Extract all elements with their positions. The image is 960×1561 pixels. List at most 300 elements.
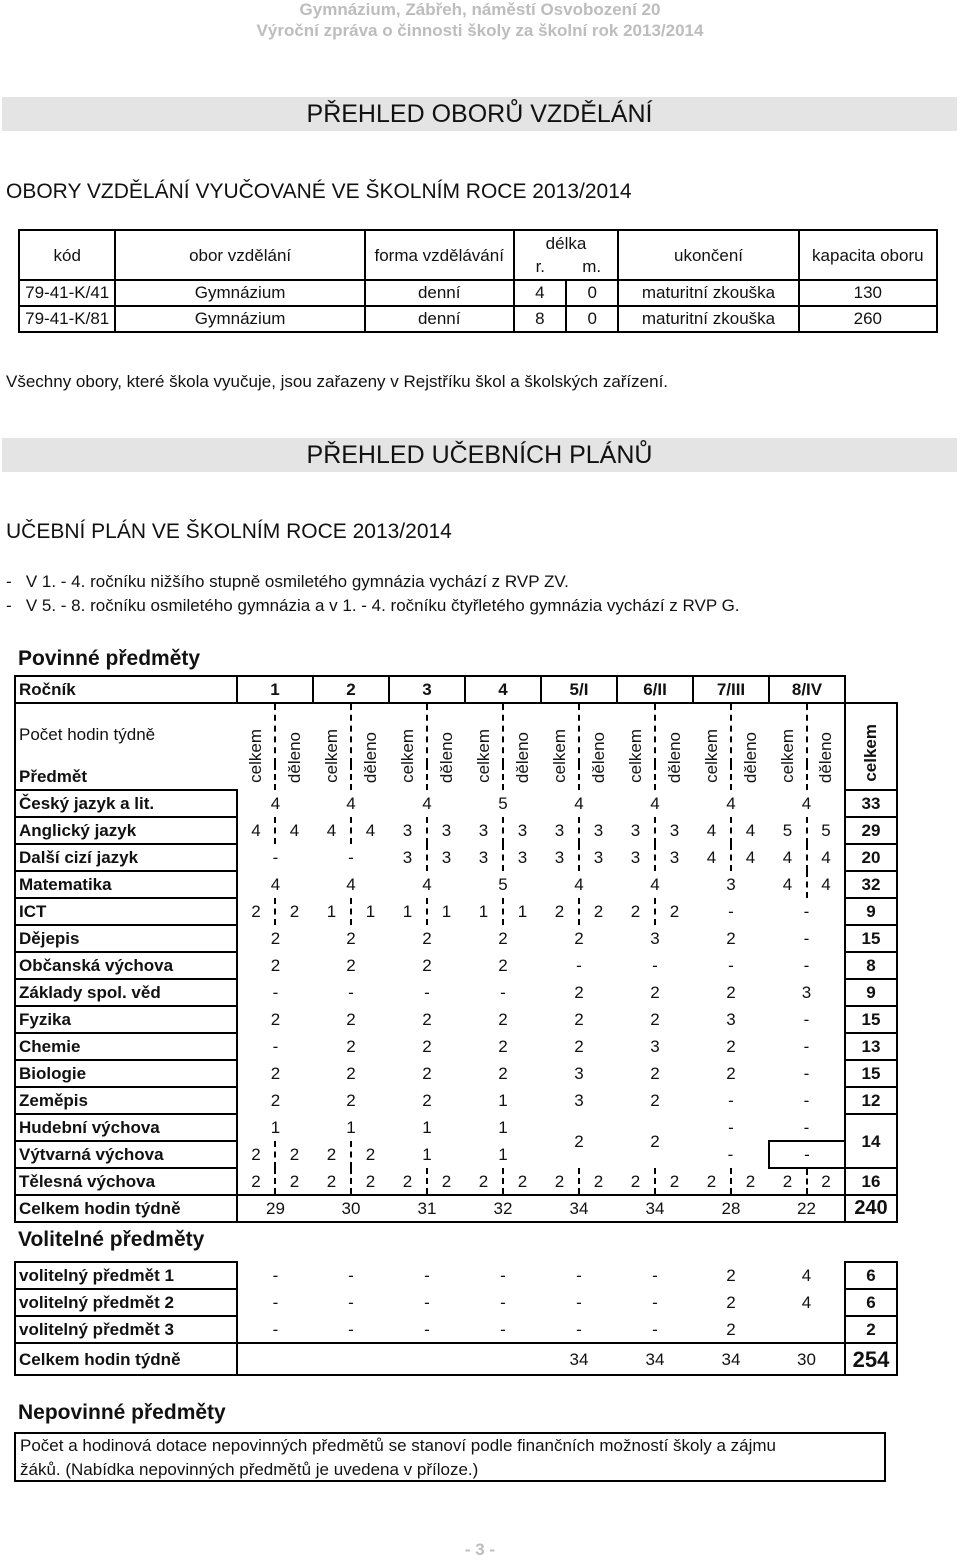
value-cell: 2 (593, 902, 604, 921)
subject-name: Tělesná výchova (15, 1168, 237, 1195)
deleno-label: děleno (436, 731, 456, 783)
value-cell (313, 1343, 389, 1375)
value-cell: 1 (498, 1091, 508, 1110)
rocnik-6: 6/II (617, 676, 693, 703)
value-cell: 2 (726, 1037, 736, 1056)
value-cell: 2 (498, 1064, 508, 1083)
value-cell: - (500, 983, 506, 1002)
value-cell: 2 (422, 1010, 432, 1029)
value-cell: - (803, 1091, 810, 1110)
value-cell: 5 (821, 821, 831, 840)
value-cell: 4 (289, 821, 300, 840)
value-cell: 34 (541, 1195, 617, 1222)
value-cell: - (803, 902, 810, 921)
subject-name: Dějepis (15, 925, 237, 952)
value-cell: 4 (726, 794, 736, 813)
value-cell: 3 (726, 875, 736, 894)
value-cell: - (424, 983, 430, 1002)
value-cell: 1 (422, 1118, 432, 1137)
table-row (15, 1060, 897, 1087)
delka-label: délka (545, 234, 587, 253)
celkem-label: celkem (321, 729, 341, 783)
value-cell: 2 (769, 1168, 807, 1195)
col-forma: forma vzdělávání (365, 230, 514, 280)
value-cell: 2 (270, 956, 281, 975)
col-kod: kód (19, 230, 115, 280)
value-cell: 3 (541, 844, 579, 871)
row-total: 240 (845, 1195, 897, 1222)
celkem-label: celkem (245, 729, 265, 783)
rocnik-4: 4 (465, 676, 541, 703)
value-cell: - (803, 1064, 810, 1083)
header-school: Gymnázium, Zábřeh, náměstí Osvobození 20 (299, 0, 661, 19)
value-cell: 3 (517, 821, 528, 840)
value-cell: 2 (237, 1141, 275, 1168)
value-cell: 2 (237, 1168, 275, 1195)
value-cell: 4 (745, 848, 756, 867)
value-cell: - (348, 983, 354, 1002)
value-cell: - (272, 1037, 279, 1056)
header-report: Výroční zpráva o činnosti školy za školní rok 2013/2014 (256, 21, 704, 40)
value-cell: 1 (441, 902, 452, 921)
subject-name: Chemie (15, 1033, 237, 1060)
header-deleno (731, 703, 769, 790)
value-cell: 5 (769, 817, 807, 844)
celkem-label: celkem (701, 729, 721, 783)
header-deleno (427, 703, 465, 790)
value-cell: 5 (498, 794, 508, 813)
value-cell: - (500, 1319, 506, 1339)
header-deleno (807, 703, 845, 790)
celkem-total-label: celkem (861, 724, 880, 782)
header-celkem (617, 703, 655, 790)
rocnik-8: 8/IV (769, 676, 845, 703)
col-ukonceni: ukončení (618, 230, 798, 280)
value-cell: 4 (769, 844, 807, 871)
deleno-label: děleno (512, 731, 532, 783)
plan-bullet-1: - V 1. - 4. ročníku nižšího stupně osmiletého gymnázia vychází z RVP ZV. (6, 572, 569, 591)
value-cell: 3 (669, 821, 680, 840)
row2-r: 8 (514, 306, 566, 332)
row-total: 6 (845, 1262, 897, 1289)
subject-name: Celkem hodin týdně (15, 1343, 237, 1375)
header-celkem (465, 703, 503, 790)
value-cell: 22 (769, 1195, 845, 1222)
rocnik-1: 1 (237, 676, 313, 703)
row-total: 13 (845, 1033, 897, 1060)
value-cell: 3 (617, 844, 655, 871)
value-cell: 2 (726, 1319, 736, 1339)
section-band-obory: PŘEHLED OBORŮ VZDĚLÁNÍ (2, 97, 957, 131)
subject-name: Matematika (15, 871, 237, 898)
deleno-label: děleno (740, 731, 760, 783)
value-cell: 2 (237, 898, 275, 925)
subject-name: volitelný předmět 2 (15, 1289, 237, 1316)
subject-name: Hudební výchova (15, 1114, 237, 1141)
nepovinne-box (14, 1432, 886, 1482)
value-cell: 4 (574, 875, 584, 894)
rocnik-5: 5/I (541, 676, 617, 703)
subject-name: ICT (15, 898, 237, 925)
header-celkem (313, 703, 351, 790)
value-cell: 2 (270, 1064, 281, 1083)
value-cell: 5 (498, 875, 508, 894)
subject-name: Zeměpis (15, 1087, 237, 1114)
header-deleno (655, 703, 693, 790)
row-total: 15 (845, 1060, 897, 1087)
row1-kod: 79-41-K/41 (19, 280, 115, 306)
value-cell: - (728, 1118, 734, 1137)
value-cell: 4 (801, 1266, 812, 1285)
value-cell: 3 (801, 983, 812, 1002)
header-deleno (503, 703, 541, 790)
value-cell: 2 (574, 983, 584, 1002)
value-cell: 4 (365, 821, 376, 840)
value-cell: 3 (441, 821, 452, 840)
value-cell: 2 (498, 956, 508, 975)
deleno-label: děleno (284, 731, 304, 783)
header-deleno (351, 703, 389, 790)
header-celkem (693, 703, 731, 790)
value-cell: 2 (726, 929, 736, 948)
value-cell: - (576, 1319, 582, 1339)
value-cell: 4 (821, 848, 831, 867)
povinne-title: Povinné předměty (18, 647, 201, 670)
value-cell: 2 (346, 1010, 356, 1029)
value-cell: 2 (289, 1171, 300, 1191)
col-obor: obor vzdělání (115, 230, 364, 280)
table-row (15, 1087, 897, 1114)
value-cell: 2 (422, 929, 432, 948)
rocnik-7: 7/III (693, 676, 769, 703)
table-row (15, 817, 897, 844)
value-cell: 4 (313, 817, 351, 844)
volitelne-table (14, 1261, 898, 1376)
value-cell: 3 (669, 848, 680, 867)
row-total: 9 (845, 898, 897, 925)
value-cell: 2 (669, 1171, 680, 1191)
value-cell: 2 (726, 1064, 736, 1083)
row1-forma: denní (365, 280, 514, 306)
celkem-label: celkem (549, 729, 569, 783)
value-cell: - (500, 1266, 506, 1285)
value-cell: 1 (389, 898, 427, 925)
value-cell: 2 (726, 1266, 736, 1285)
value-cell: 2 (726, 1293, 736, 1312)
obory-title: OBORY VZDĚLÁNÍ VYUČOVANÉ VE ŠKOLNÍM ROCE 2013/2014 (6, 180, 632, 203)
delka-m: m. (582, 257, 602, 276)
value-cell: 2 (422, 1037, 432, 1056)
spacer (845, 676, 897, 703)
value-cell: 2 (593, 1171, 604, 1191)
value-cell: - (652, 1293, 658, 1312)
row2-obor: Gymnázium (115, 306, 364, 332)
value-cell: 2 (574, 929, 584, 948)
value-cell: 2 (745, 1171, 756, 1191)
value-cell: 2 (365, 1171, 376, 1191)
value-cell: - (652, 1266, 658, 1285)
value-cell: 2 (422, 1064, 432, 1083)
subject-name: volitelný předmět 1 (15, 1262, 237, 1289)
value-cell: 2 (270, 1091, 281, 1110)
value-cell: 30 (313, 1195, 389, 1222)
value-cell: 2 (346, 1037, 356, 1056)
value-cell: 2 (650, 1064, 660, 1083)
row2-forma: denní (365, 306, 514, 332)
value-cell: - (576, 1266, 582, 1285)
row2-kapacita: 260 (799, 306, 937, 332)
table-row (15, 1033, 897, 1060)
header-deleno (579, 703, 617, 790)
subject-name: Fyzika (15, 1006, 237, 1033)
value-cell: 4 (801, 1293, 812, 1312)
value-cell: 2 (650, 1091, 660, 1110)
value-cell: 2 (617, 1168, 655, 1195)
value-cell: 2 (270, 1010, 281, 1029)
subject-name: volitelný předmět 3 (15, 1316, 237, 1343)
value-cell: 34 (617, 1343, 693, 1375)
value-cell: 3 (541, 817, 579, 844)
value-cell: 1 (498, 1145, 508, 1164)
row-total: 254 (845, 1343, 897, 1375)
value-cell: 2 (617, 898, 655, 925)
value-cell: 1 (498, 1118, 508, 1137)
row2-kod: 79-41-K/81 (19, 306, 115, 332)
table-row (15, 1289, 897, 1316)
value-cell: 4 (574, 794, 584, 813)
obory-note: Všechny obory, které škola vyučuje, jsou zařazeny v Rejstříku škol a školských zařízení. (6, 372, 669, 391)
row-total: 15 (845, 925, 897, 952)
row2-m: 0 (566, 306, 618, 332)
value-cell: 4 (745, 821, 756, 840)
value-cell: - (348, 1293, 354, 1312)
value-cell: 32 (465, 1195, 541, 1222)
value-cell: 3 (517, 848, 528, 867)
row-total: 29 (845, 817, 897, 844)
nepovinne-title: Nepovinné předměty (18, 1401, 226, 1424)
value-cell: 3 (389, 817, 427, 844)
row-total: 32 (845, 871, 897, 898)
value-cell: 4 (650, 875, 660, 894)
value-cell: 2 (313, 1168, 351, 1195)
col-delka (514, 230, 619, 280)
value-cell: - (272, 1266, 279, 1285)
table-row (15, 871, 897, 898)
table-row (15, 790, 897, 817)
value-cell: 4 (801, 794, 812, 813)
value-cell: - (803, 1037, 810, 1056)
subject-name: Další cizí jazyk (15, 844, 237, 871)
value-cell: 2 (313, 1141, 351, 1168)
value-cell: 2 (422, 1091, 432, 1110)
value-cell: 3 (617, 817, 655, 844)
header-celkem (541, 703, 579, 790)
row1-r: 4 (514, 280, 566, 306)
value-cell: 1 (365, 902, 376, 921)
value-cell: 3 (389, 844, 427, 871)
povinne-table (14, 675, 898, 1223)
value-cell: 2 (389, 1168, 427, 1195)
value-cell: 3 (465, 817, 503, 844)
value-cell: 30 (769, 1343, 845, 1375)
row1-obor: Gymnázium (115, 280, 364, 306)
value-cell: - (424, 1266, 430, 1285)
table-row (15, 1195, 897, 1222)
value-cell: - (728, 1091, 734, 1110)
table-row (15, 898, 897, 925)
value-cell: 2 (650, 1010, 660, 1029)
value-cell: 4 (237, 817, 275, 844)
value-cell: 3 (593, 848, 604, 867)
header-celkem-total (845, 703, 897, 790)
rocnik-3: 3 (389, 676, 465, 703)
value-cell: 2 (346, 1064, 356, 1083)
nepovinne-text-2: žáků. (Nabídka nepovinných předmětů je uvedena v příloze.) (20, 1460, 479, 1479)
row1-ukonceni: maturitní zkouška (618, 280, 798, 306)
deleno-label: děleno (664, 731, 684, 783)
row2-ukonceni: maturitní zkouška (618, 306, 798, 332)
value-cell: 1 (422, 1145, 432, 1164)
value-cell: 3 (465, 844, 503, 871)
subject-name: Anglický jazyk (15, 817, 237, 844)
celkem-label: celkem (397, 729, 417, 783)
value-cell: 31 (389, 1195, 465, 1222)
subject-name: Český jazyk a lit. (15, 790, 237, 817)
value-cell: 28 (693, 1195, 769, 1222)
value-cell: - (272, 983, 279, 1002)
value-cell: 2 (726, 983, 736, 1002)
value-cell: 34 (693, 1343, 769, 1375)
subject-name: Celkem hodin týdně (15, 1195, 237, 1222)
value-cell: 3 (650, 929, 660, 948)
value-cell: 4 (270, 875, 281, 894)
table-row (15, 979, 897, 1006)
value-cell: 2 (574, 1010, 584, 1029)
value-cell: 4 (346, 875, 356, 894)
table-row (15, 952, 897, 979)
value-cell: - (424, 1293, 430, 1312)
table-row (15, 1343, 897, 1375)
value-cell: 3 (726, 1010, 736, 1029)
subject-name: Biologie (15, 1060, 237, 1087)
value-cell: - (728, 956, 734, 975)
subject-name: Občanská výchova (15, 952, 237, 979)
value-cell: - (803, 1010, 810, 1029)
rocnik-label: Ročník (15, 676, 237, 703)
row-total: 33 (845, 790, 897, 817)
value-cell: 1 (313, 898, 351, 925)
shared-cell: 2 (650, 1131, 660, 1151)
nepovinne-text-1: Počet a hodinová dotace nepovinných předmětů se stanoví podle finančních možností školy a zájmu (20, 1436, 777, 1455)
value-cell: 4 (650, 794, 660, 813)
table-row (15, 1168, 897, 1195)
value-cell: 1 (270, 1118, 281, 1137)
volitelne-title: Volitelné předměty (18, 1228, 205, 1251)
value-cell: - (728, 902, 734, 921)
value-cell: 2 (465, 1168, 503, 1195)
value-cell: 3 (650, 1037, 660, 1056)
table-row (15, 844, 897, 871)
value-cell: 2 (289, 1145, 300, 1164)
value-cell: - (803, 1117, 810, 1137)
value-cell: 2 (422, 956, 432, 975)
section-band-plany: PŘEHLED UČEBNÍCH PLÁNŮ (2, 438, 957, 472)
plan-bullet-2: - V 5. - 8. ročníku osmiletého gymnázia a v 1. - 4. ročníku čtyřletého gymnázia vychází z RVP G. (6, 596, 740, 615)
value-cell: 1 (346, 1118, 356, 1137)
table-row (15, 1316, 897, 1343)
header-celkem (237, 703, 275, 790)
deleno-label: děleno (588, 731, 608, 783)
value-cell: 2 (574, 1037, 584, 1056)
value-cell: 1 (465, 898, 503, 925)
value-cell: 2 (821, 1172, 831, 1191)
value-cell: 2 (517, 1171, 528, 1191)
value-cell: - (576, 1293, 582, 1312)
value-cell (769, 1316, 845, 1343)
page-number: - 3 - (464, 1540, 496, 1559)
value-cell: 2 (498, 929, 508, 948)
row-total: 12 (845, 1087, 897, 1114)
celkem-label: celkem (625, 729, 645, 783)
value-cell: 2 (346, 1091, 356, 1110)
deleno-label: děleno (360, 731, 380, 783)
value-cell (465, 1343, 541, 1375)
value-cell: 4 (270, 794, 281, 813)
row1-kapacita: 130 (799, 280, 937, 306)
value-cell (389, 1343, 465, 1375)
value-cell: 1 (517, 902, 528, 921)
value-cell: 3 (574, 1064, 584, 1083)
header-celkem (389, 703, 427, 790)
value-cell: - (348, 1266, 354, 1285)
row-total: 20 (845, 844, 897, 871)
row-total: 6 (845, 1289, 897, 1316)
value-cell: 2 (365, 1145, 376, 1164)
pocet-label: Počet hodin týdně (15, 703, 237, 764)
value-cell: - (424, 1319, 430, 1339)
value-cell: - (272, 1293, 279, 1312)
row-total: 16 (845, 1168, 897, 1195)
row-total: 14 (845, 1114, 897, 1168)
value-cell: - (803, 929, 810, 948)
value-cell: 3 (574, 1091, 584, 1110)
table-row (15, 1262, 897, 1289)
shared-cell: 2 (574, 1131, 584, 1151)
header-deleno (275, 703, 313, 790)
row-total: 9 (845, 979, 897, 1006)
value-cell: 2 (669, 902, 680, 921)
obory-table (18, 229, 938, 333)
value-cell: - (348, 1319, 354, 1339)
value-cell: 3 (441, 848, 452, 867)
value-cell: 4 (693, 817, 731, 844)
value-cell: 2 (541, 898, 579, 925)
value-cell: - (652, 1319, 658, 1339)
value-cell: 2 (289, 902, 300, 921)
delka-r: r. (535, 257, 546, 276)
value-cell: 2 (346, 956, 356, 975)
value-cell: - (272, 848, 279, 867)
value-cell: 4 (422, 794, 432, 813)
value-cell: 4 (422, 875, 432, 894)
predmet-label: Předmět (15, 764, 237, 790)
value-cell: 2 (346, 929, 356, 948)
table-row (15, 925, 897, 952)
col-kapacita: kapacita oboru (799, 230, 937, 280)
header-celkem (769, 703, 807, 790)
celkem-label: celkem (473, 729, 493, 783)
value-cell: - (576, 956, 582, 975)
